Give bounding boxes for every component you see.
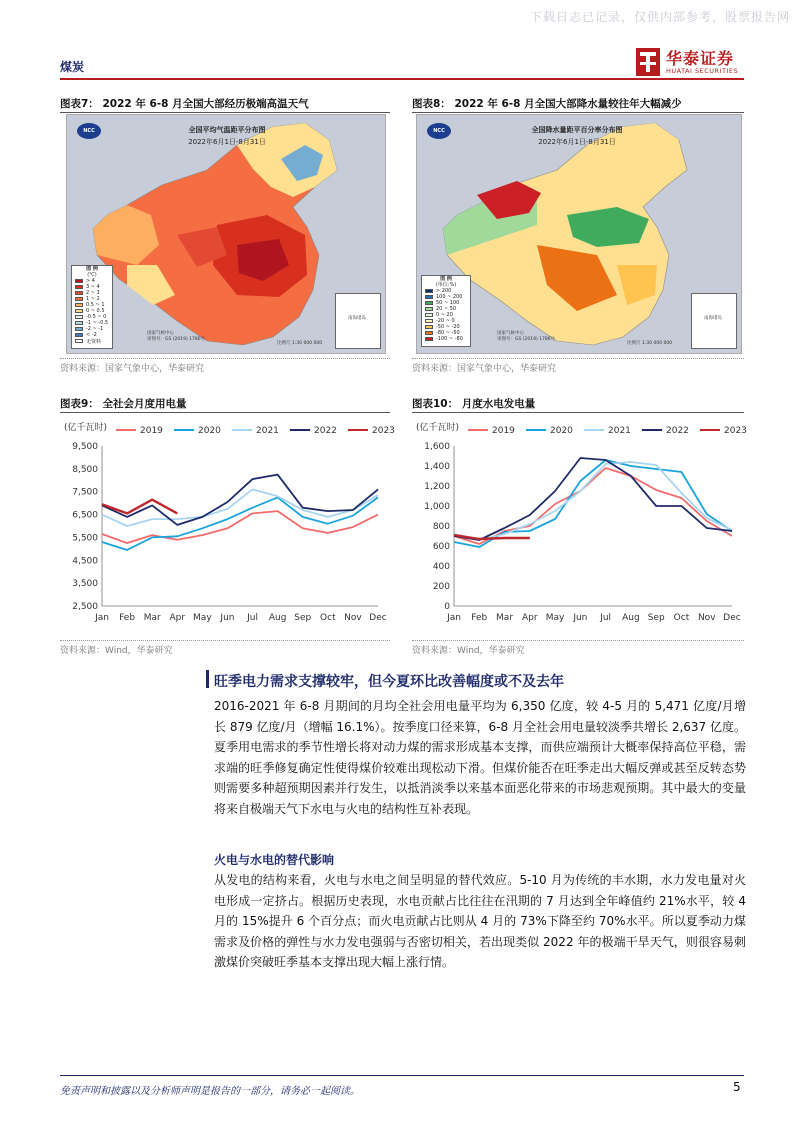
section-tag: 煤炭 (60, 60, 85, 74)
fig7-legend-swatch (75, 333, 83, 337)
fig8-legend-swatch (425, 289, 433, 293)
x-tick-label: Oct (673, 613, 690, 623)
fig8-legend-swatch (425, 337, 433, 341)
legend-label-2020: 2020 (550, 426, 573, 436)
fig8-title-rule (412, 112, 744, 113)
fig7-legend-swatch (75, 327, 83, 331)
x-tick-label: Nov (344, 613, 362, 623)
fig7-temperature-map (66, 114, 386, 354)
header-divider (60, 78, 744, 80)
x-tick-label: Jun (573, 613, 588, 623)
footer-divider (60, 1075, 744, 1076)
paragraph-substitution: 从发电的结构来看，火电与水电之间呈明显的替代效应。5-10 月为传统的丰水期，水力发电量对火电形成一定挤占。根据历史表现，水电贡献占比往往在汛期的 7 月达到全年峰值约 21%水平，较 4 月的 15%提升 6 个百分点；而火电贡献占比则从 4 月的 73%下降至约 70%水平。所以夏季动力煤需求及价格的弹性与水力发电强弱与否密切相关，若出现类似 2022 年的极端干旱天气，则很容易刺激煤价突破旺季基本支撑出现大幅上涨行情。 (214, 873, 746, 969)
x-tick-label: Dec (723, 613, 741, 623)
chart-unit-label: (亿千瓦时) (416, 423, 460, 433)
fig7-title: 图表7： 2022 年 6-8 月全国大部经历极端高温天气 (60, 98, 309, 110)
fig8-legend-label: 100 ~ 200 (436, 294, 463, 300)
fig8-legend-swatch (425, 295, 433, 299)
x-tick-label: Oct (320, 613, 336, 623)
fig10-source: 资料来源：Wind，华泰研究 (412, 646, 525, 656)
fig8-precipitation-map (416, 114, 742, 354)
fig8-legend-label: -50 ~ -20 (436, 324, 460, 330)
fig7-title-rule (60, 112, 390, 113)
fig8-legend-swatch (425, 313, 433, 317)
fig7-legend-swatch (75, 315, 83, 319)
fig8-map-date: 2022年6月1日-8月31日 (538, 138, 616, 146)
x-tick-label: Nov (697, 613, 716, 623)
fig7-map-credit (147, 331, 205, 343)
legend-label-2023: 2023 (724, 426, 747, 436)
fig8-legend-swatch (425, 331, 433, 335)
page-number: 5 (733, 1080, 741, 1094)
fig7-map-scale: 比例尺 1:30 000 000 (277, 341, 323, 346)
x-tick-label: Jan (447, 613, 461, 623)
fig8-legend-swatch (425, 307, 433, 311)
legend-label-2021: 2021 (608, 426, 631, 436)
x-tick-label: May (545, 613, 565, 623)
fig8-source-rule (412, 358, 744, 359)
y-tick-label: 6,500 (72, 510, 98, 521)
fig7-legend-label: 3 ~ 4 (86, 284, 100, 290)
y-tick-label: 800 (432, 522, 450, 532)
x-tick-label: Mar (496, 613, 514, 623)
fig8-inset-label: 南海诸岛 (704, 316, 722, 321)
x-tick-label: Aug (622, 613, 640, 623)
x-tick-label: Jul (600, 613, 612, 623)
fig8-credit-approval: 审图号：GS (2019) 1786号 (497, 337, 556, 342)
fig7-legend-swatch (75, 309, 83, 313)
fig8-source: 资料来源：国家气象中心，华泰研究 (412, 364, 557, 374)
fig7-legend-label: -1 ~ -0.5 (86, 320, 109, 326)
y-tick-label: 2,500 (72, 602, 98, 612)
fig8-legend-item (422, 336, 470, 342)
fig7-credit-approval: 审图号：GS (2019) 1786号 (147, 337, 206, 342)
fig7-legend-label: < -2 (86, 332, 97, 338)
fig7-legend-swatch (75, 285, 83, 289)
x-tick-label: Sep (294, 613, 312, 623)
y-tick-label: 3,500 (72, 579, 98, 590)
y-tick-label: 9,500 (72, 442, 98, 452)
y-tick-label: 600 (432, 542, 450, 552)
fig10-title-rule (412, 412, 744, 413)
legend-label-2022: 2022 (666, 426, 689, 436)
legend-label-2019: 2019 (492, 426, 515, 436)
x-tick-label: Dec (369, 613, 387, 623)
fig7-legend-swatch (75, 321, 83, 325)
fig8-map-scale: 比例尺 1:30 000 000 (627, 341, 673, 346)
x-tick-label: Jul (247, 613, 258, 623)
fig7-south-china-sea-inset (335, 293, 381, 349)
headline-accent-bar (206, 670, 209, 688)
x-tick-label: Sep (647, 613, 665, 623)
series-line-2021 (454, 462, 732, 540)
fig8-legend-label: > 200 (436, 288, 452, 294)
fig8-title: 图表8： 2022 年 6-8 月全国大部降水量较往年大幅减少 (412, 98, 682, 110)
huatai-logo-icon (636, 48, 660, 76)
fig7-legend-swatch (75, 297, 83, 301)
section-headline: 旺季电力需求支撑较牢，但今夏环比改善幅度或不及去年 (214, 674, 564, 690)
huatai-logo (636, 46, 748, 78)
chart-unit-label: (亿千瓦时) (64, 423, 108, 433)
fig8-legend-label: -20 ~ 0 (436, 318, 455, 324)
series-line-2019 (102, 511, 378, 543)
x-tick-label: Feb (119, 613, 136, 623)
fig7-legend-label: 1 ~ 2 (86, 296, 100, 302)
y-tick-label: 5,500 (72, 533, 98, 544)
x-tick-label: Apr (522, 613, 538, 623)
legend-label-2019: 2019 (140, 426, 163, 436)
fig8-legend-label: 50 ~ 100 (436, 300, 460, 306)
fig8-map-credit (497, 331, 555, 343)
fig8-map-legend (421, 275, 471, 347)
y-tick-label: 0 (444, 602, 450, 612)
fig7-legend-label: 0.5 ~ 1 (86, 302, 105, 308)
fig8-legend-swatch (425, 325, 433, 329)
fig9-title: 图表9： 全社会月度用电量 (60, 398, 187, 410)
fig7-map-legend (71, 265, 113, 349)
logo-english-name: HUATAI SECURITIES (666, 67, 739, 75)
fig9-title-rule (60, 412, 390, 413)
fig8-south-china-sea-inset (691, 293, 737, 349)
fig9-source: 资料来源：Wind，华泰研究 (60, 646, 173, 656)
y-tick-label: 1,200 (424, 482, 450, 492)
fig8-legend-label: -80 ~ -50 (436, 330, 460, 336)
fig7-source: 资料来源：国家气象中心，华泰研究 (60, 364, 205, 374)
y-tick-label: 8,500 (72, 464, 98, 475)
paragraph-demand: 2016-2021 年 6-8 月期间的月均全社会用电量平均为 6,350 亿度，较 4-5 月的 5,471 亿度/月增长 879 亿度/月（增幅 16.1%）。按季度口径来算，6-8 月全社会用电量较淡季共增长 2,637 亿度。夏季用电需求的季节性增长将对动力煤的需求形成基本支撑，而供应端预计大概率保持高位平稳，需求端的旺季修复确定性使得煤价较难出现松动下滑。但煤价能否在旺季走出大幅反弹或甚至反转态势则需要多种超预期因素并行发生，以抵消淡季以来基本面恶化带来的市场悲观预期。其中最大的变量将来自极端天气下水电与火电的结构性互补表现。 (214, 699, 746, 816)
x-tick-label: Jun (220, 613, 235, 623)
fig7-legend-swatch (75, 303, 83, 307)
fig7-legend-label: 0 ~ 0.5 (86, 308, 105, 314)
series-line-2020 (454, 460, 732, 547)
x-tick-label: Apr (169, 613, 186, 623)
y-tick-label: 7,500 (72, 487, 98, 498)
logo-chinese-name: 华泰证券 (666, 49, 735, 68)
fig10-line-chart (412, 416, 747, 638)
fig7-legend-label: -0.5 ~ 0 (86, 314, 107, 320)
fig7-legend-title: 图 例 (86, 266, 98, 272)
fig7-map-title: 全国平均气温距平分布图 (188, 126, 266, 134)
fig7-legend-swatch (75, 291, 83, 295)
fig7-legend-label: 无资料 (86, 338, 102, 345)
x-tick-label: Mar (143, 613, 161, 623)
fig8-legend-label: 0 ~ 20 (436, 312, 453, 318)
y-tick-label: 1,000 (424, 502, 450, 512)
fig8-legend-label: -100 ~ -80 (436, 336, 463, 342)
x-tick-label: Jan (95, 613, 109, 623)
fig7-legend-label: -2 ~ -1 (86, 326, 104, 332)
fig7-credit-agency: 国家气候中心 (147, 331, 174, 336)
fig7-legend-label: > 4 (86, 278, 95, 284)
fig7-legend-item (72, 338, 112, 344)
fig8-legend-unit: (单位:%) (435, 282, 457, 288)
y-tick-label: 1,400 (424, 462, 450, 472)
y-tick-label: 200 (432, 582, 450, 592)
fig10-source-rule (412, 640, 744, 641)
fig9-source-rule (60, 640, 390, 641)
legend-label-2020: 2020 (198, 426, 221, 436)
x-tick-label: Feb (471, 613, 488, 623)
x-tick-label: May (193, 613, 212, 623)
legend-label-2022: 2022 (314, 426, 337, 436)
fig8-legend-label: 20 ~ 50 (436, 306, 457, 312)
y-tick-label: 4,500 (72, 556, 98, 567)
fig10-title: 图表10： 月度水电发电量 (412, 398, 536, 410)
fig8-map-title: 全国降水量距平百分率分布图 (531, 126, 623, 134)
fig8-credit-agency: 国家气候中心 (497, 331, 524, 336)
legend-label-2023: 2023 (372, 426, 395, 436)
footer-disclaimer: 免责声明和披露以及分析师声明是报告的一部分，请务必一起阅读。 (60, 1086, 360, 1097)
x-tick-label: Aug (268, 613, 287, 623)
watermark-text: 下载日志已记录，仅供内部参考，股票报告网 (529, 10, 790, 24)
fig8-legend-swatch (425, 301, 433, 305)
fig7-legend-swatch (75, 279, 83, 283)
fig9-line-chart (60, 416, 395, 638)
subheading-substitution: 火电与水电的替代影响 (214, 853, 335, 867)
fig7-legend-label: 2 ~ 3 (86, 290, 100, 296)
fig8-legend-swatch (425, 319, 433, 323)
fig7-source-rule (60, 358, 390, 359)
fig7-legend-swatch (75, 339, 83, 343)
fig8-ncc-logo: NCC (427, 123, 451, 139)
fig7-legend-unit: (℃) (87, 272, 97, 278)
y-tick-label: 400 (432, 562, 450, 572)
fig7-inset-label: 南海诸岛 (348, 316, 366, 321)
fig8-legend-title: 图 例 (440, 276, 452, 282)
legend-label-2021: 2021 (256, 426, 279, 436)
fig7-map-date: 2022年6月1日-8月31日 (188, 138, 266, 146)
y-tick-label: 1,600 (424, 442, 450, 452)
fig7-ncc-logo: NCC (77, 123, 101, 139)
